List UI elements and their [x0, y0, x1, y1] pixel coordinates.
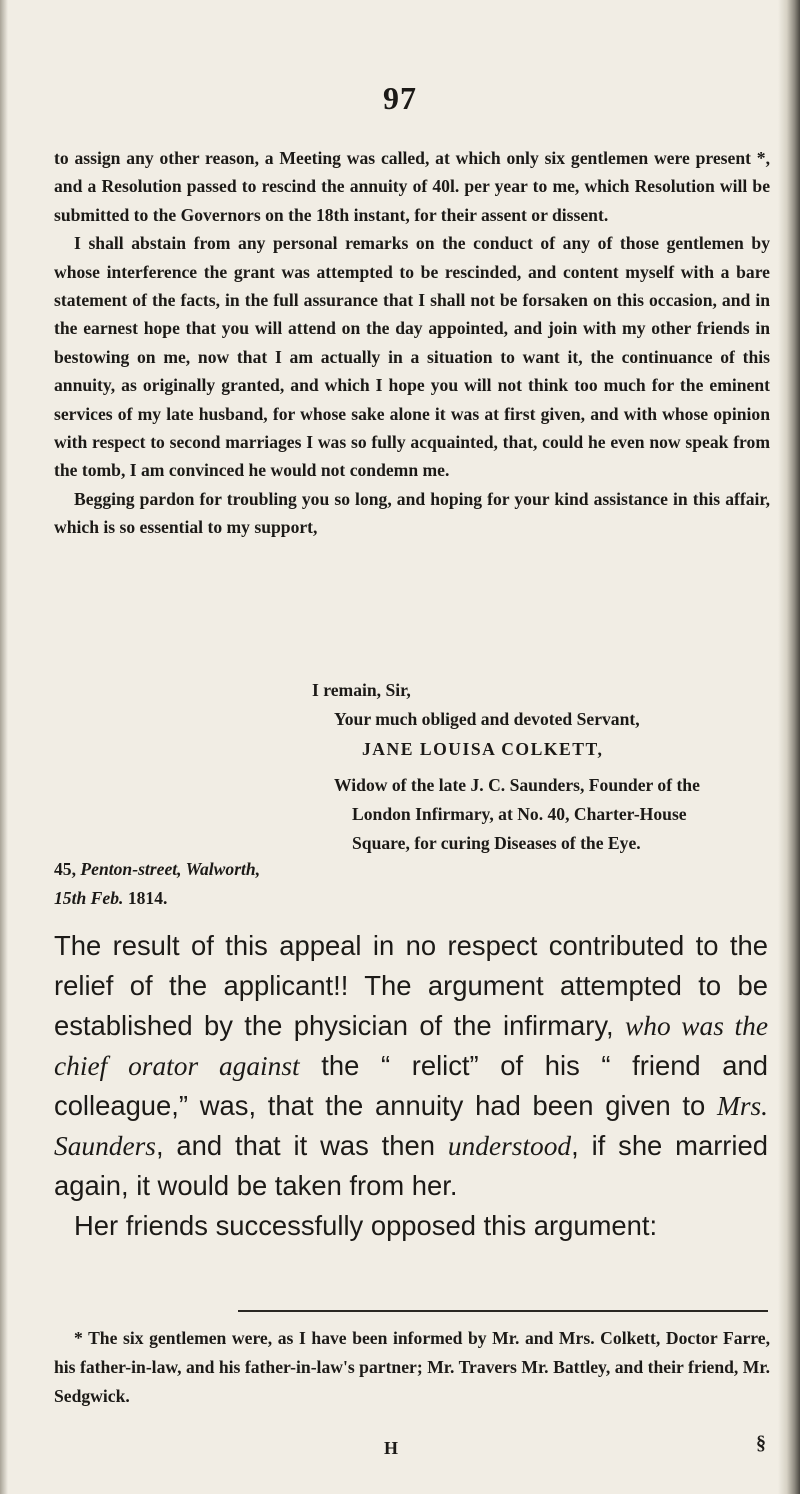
letter-paragraph-2: I shall abstain from any personal remarks on the conduct of any of those gentlemen by whose interference the grant was attempted to be rescinded, and content myself with a bare statement of the facts, in the full assurance that I shall not be forsaken on this occasion, and in the earnest hope that you will attend on the day appointed, and join with my other friends in bestowing on me, now that I am actually in a situation to want it, the continuance of this annuity, as originally granted, and which I hope you will not think too much for the eminent services of my late husband, for whose sake alone it was at first given, and with whose opinion with respect to second marriages I was so fully acquainted, that, could he even now speak from the tomb, I am convinced he would not condemn me.: [54, 233, 770, 481]
letter-paragraph-3: Begging pardon for troubling you so long, and hoping for your kind assistance in this affair, which is so essential to my support,: [54, 488, 770, 538]
narrative-emphasis: understood: [447, 1131, 572, 1161]
signatory-title-line-1: Widow of the late J. C. Saunders, Founder of the: [334, 775, 700, 795]
address-line: [54, 855, 260, 884]
narrative-emphasis: Mrs. Saunders: [54, 1091, 768, 1161]
date-day: 15th Feb.: [54, 888, 124, 908]
narrative-emphasis: who was the chief orator against: [54, 1011, 768, 1081]
footnote: [54, 1324, 770, 1411]
page-left-shadow: [0, 0, 8, 1494]
narrative-text-segment: The result of this appeal in no respect contributed to the relief of the applicant!! The argument attempted to be established by the physician of the infirmary,: [54, 930, 768, 1041]
narrative-text-segment: the “ relict” of his “ friend and colleague,” was, that the annuity had been given to: [54, 1050, 768, 1121]
narrative-paragraph-2: Her friends successfully opposed this argument:: [74, 1210, 658, 1241]
narrative-text-segment: , and that it was then: [155, 1130, 448, 1161]
narrative-text: [54, 926, 768, 1246]
page-gutter-shadow: [778, 0, 800, 1494]
corner-mark: §: [756, 1432, 766, 1454]
signatory-title-line-3: Square, for curing Diseases of the Eye.: [352, 833, 641, 853]
letter-text: [54, 144, 770, 542]
date-year: 1814.: [127, 888, 168, 908]
signatory-name: JANE LOUISA COLKETT,: [362, 739, 604, 759]
address-number: 45,: [54, 859, 76, 879]
narrative-text-segment: , if she married again, it would be taken from her.: [54, 1130, 768, 1201]
footnote-text: * The six gentlemen were, as I have been informed by Mr. and Mrs. Colkett, Doctor Farre, his father-in-law, and his father-in-law's partner; Mr. Travers Mr. Battley, and their friend, Mr. Sedgwick.: [54, 1328, 770, 1406]
closing-salutation: I remain, Sir,: [312, 680, 411, 700]
letter-paragraph-1: to assign any other reason, a Meeting was called, at which only six gentlemen were present *, and a Resolution passed to rescind the annuity of 40l. per year to me, which Resolution will be submitted to the Governors on the 18th instant, for their assent or dissent.: [54, 148, 770, 225]
signatory-title-line-2: London Infirmary, at No. 40, Charter-House: [352, 804, 687, 824]
letter-date: [54, 884, 260, 913]
narrative-paragraph-1: [54, 926, 768, 1206]
address-street: Penton-street, Walworth,: [80, 859, 261, 879]
sender-address: [54, 855, 260, 913]
page-number: 97: [383, 80, 417, 116]
signature-mark: H: [384, 1438, 399, 1458]
closing-servant: Your much obliged and devoted Servant,: [334, 709, 640, 729]
footnote-divider: [238, 1310, 768, 1312]
